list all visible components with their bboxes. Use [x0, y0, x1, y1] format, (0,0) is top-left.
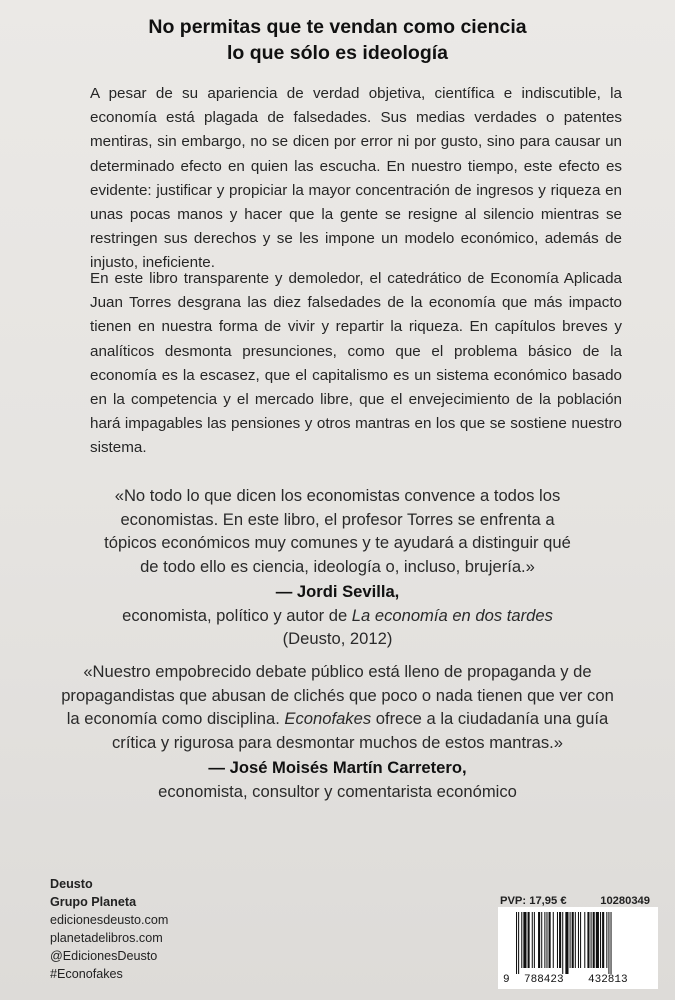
synopsis-text: A pesar de su apariencia de verdad objetiva, científica e indiscutible, la economía está plagada de falsedades. Sus medias verdades o patentes mentiras, sin embargo, no se dicen por error ni por gusto, sino para causar un determinado efecto en quien las escucha. En nuestro tiempo, este efecto es evidente: justificar y propiciar la mayor concentración de ingresos y riqueza en unas pocas manos y hacer que la gente se resigne al silencio mientras se restringen sus derechos y se les impone un modelo económico, además de injusto, ineficiente. [90, 85, 622, 272]
blurb-quote-2 [50, 660, 625, 803]
barcode-bar [538, 912, 540, 968]
blurb-author-role [50, 604, 625, 628]
publisher-group: Grupo Planeta [50, 895, 137, 909]
headline-line-1: No permitas que te vendan como ciencia [148, 16, 527, 38]
barcode-bar [562, 912, 563, 974]
barcode-bar [587, 912, 589, 968]
credit-link: #Econofakes [50, 967, 123, 981]
headline [0, 14, 675, 66]
barcode-bars [516, 912, 646, 974]
barcode-bar [546, 912, 547, 968]
price-label: PVP: 17,95 € [500, 895, 567, 907]
barcode-bar [553, 912, 554, 968]
barcode-bar [608, 912, 609, 974]
blurb-quote-1 [50, 484, 625, 651]
barcode-bar [611, 912, 612, 974]
barcode-bar [521, 912, 522, 968]
blurb-author: — Jordi Sevilla, [275, 582, 400, 601]
price-row [500, 895, 650, 907]
synopsis-paragraph-1 [90, 82, 622, 276]
product-code: 10280349 [600, 895, 650, 907]
barcode-bar [516, 912, 517, 974]
barcode-bar [534, 912, 535, 968]
barcode-bar [600, 912, 601, 968]
barcode-bar [575, 912, 576, 968]
barcode-bar [565, 912, 568, 974]
headline-line-2: lo que sólo es ideología [226, 42, 449, 64]
role-prefix: economista, político y autor de [122, 605, 352, 625]
barcode-bar [606, 912, 607, 968]
book-title: La economía en dos tardes [351, 605, 553, 625]
barcode-bar [584, 912, 585, 968]
blurb-author: — José Moisés Martín Carretero, [208, 758, 467, 777]
synopsis-paragraph-2 [90, 267, 622, 461]
synopsis-text: En este libro transparente y demoledor, el catedrático de Economía Aplicada Juan Torres desgrana las diez falsedades de la economía que más impacto tienen en nuestra forma de vivir y repartir la riqueza. En capítulos breves y analíticos desmonta presunciones, como que el problema básico de la economía es la escasez, que el capitalismo es un sistema económico basado en la competencia y el mercado libre, que el envejecimiento de la población hará impagables las pensiones y otros mantras en los que se sostiene nuestro sistema. [90, 270, 622, 457]
credit-link: planetadelibros.com [50, 931, 163, 945]
barcode-bar [528, 912, 530, 968]
blurb-text: «No todo lo que dicen los economistas convence a todos los economistas. En este libro, el profesor Torres se enfrenta a tópicos económicos muy comunes y te ayudará a distinguir qué de todo ello es ciencia, ideología o, incluso, brujería.» [104, 486, 571, 576]
blurb-author-role: economista, consultor y comentarista económico [158, 781, 517, 801]
barcode-first-digit: 9 [503, 974, 510, 986]
barcode-bar [544, 912, 545, 968]
barcode-bar [593, 912, 595, 968]
credit-link: @EdicionesDeusto [50, 949, 158, 963]
credit-link: edicionesdeusto.com [50, 913, 169, 927]
isbn-barcode [498, 907, 658, 989]
publisher-credits [50, 875, 168, 983]
publisher-name: Deusto [50, 877, 93, 891]
barcode-bar [570, 912, 571, 968]
barcode-bar [541, 912, 542, 968]
blurb-text-part: «Nuestro empobrecido debate público está lleno de propaganda y de propagandistas que abusan de clichés que poco o nada tienen que ver con la economía como disciplina. [61, 662, 614, 728]
barcode-bar [518, 912, 519, 974]
barcode-bar [572, 912, 574, 968]
barcode-bar [602, 912, 604, 968]
barcode-group-2: 432813 [588, 974, 628, 986]
barcode-bar [532, 912, 533, 968]
barcode-bar [596, 912, 599, 968]
blurb-text-part: ofrece a la ciudadanía una guía crítica y rigurosa para desmontar muchos de estos mantras.» [112, 709, 609, 752]
barcode-bar [580, 912, 581, 968]
blurb-text [50, 660, 625, 754]
barcode-bar [559, 912, 561, 968]
barcode-bar [523, 912, 526, 968]
barcode-bar [549, 912, 551, 968]
barcode-bar [591, 912, 592, 968]
book-title: Econofakes [284, 709, 372, 728]
blurb-author-role-suffix: (Deusto, 2012) [282, 629, 393, 648]
barcode-bar [578, 912, 579, 968]
barcode-bar [557, 912, 558, 968]
barcode-group-1: 788423 [524, 974, 564, 986]
